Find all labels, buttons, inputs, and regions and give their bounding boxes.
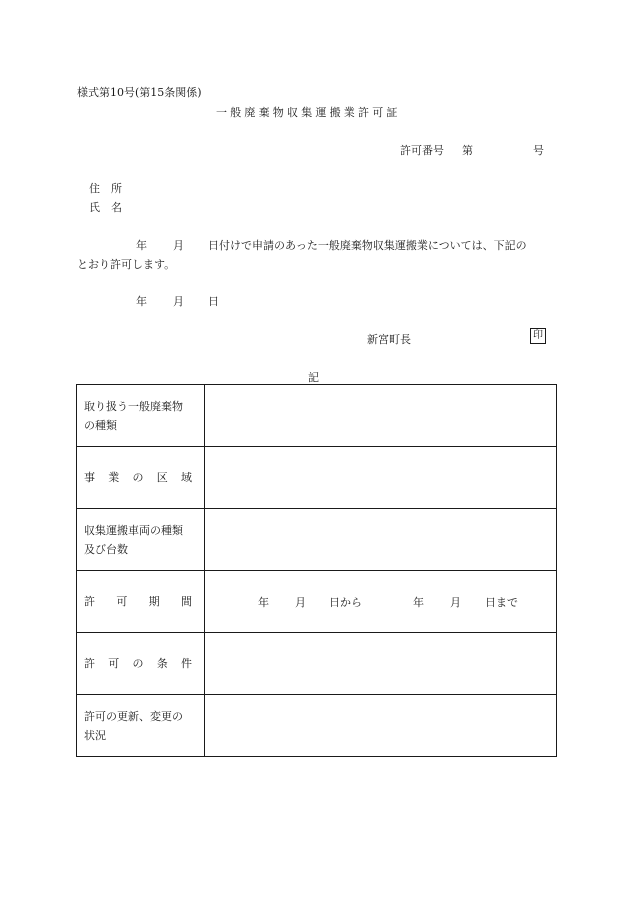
mayor-title: 新宮町長 — [367, 333, 411, 346]
document-title: 一般廃棄物収集運搬業許可証 — [216, 106, 401, 119]
row-label-permit-period — [77, 571, 205, 633]
table-row — [77, 633, 557, 695]
name-label: 氏 名 — [89, 201, 122, 214]
label-char: 可 — [108, 657, 120, 670]
issue-year: 年 — [136, 295, 147, 308]
address-label: 住 所 — [89, 182, 122, 195]
row-label-business-area — [77, 447, 205, 509]
label-char: 間 — [180, 595, 192, 608]
row-label-line: 及び台数 — [84, 542, 128, 556]
details-table — [76, 384, 557, 757]
row-label-vehicles — [77, 509, 205, 571]
period-start-day: 日から — [329, 595, 362, 609]
row-label-line: 収集運搬車両の種類 — [84, 523, 183, 537]
label-char: 可 — [116, 595, 128, 608]
row-label-waste-type — [77, 385, 205, 447]
row-label-line: 取り扱う一般廃棄物 — [84, 399, 183, 413]
row-value-business-area — [205, 447, 557, 509]
table-row — [77, 509, 557, 571]
row-label-renewal-status — [77, 695, 205, 757]
form-number-label: 様式第10号(第15条関係) — [77, 86, 202, 99]
period-start-year: 年 — [258, 595, 269, 609]
table-row — [77, 695, 557, 757]
label-char: 域 — [181, 471, 192, 484]
label-char: 事 — [84, 471, 95, 484]
table-row — [77, 571, 557, 633]
permit-number-go: 号 — [533, 144, 544, 157]
permit-statement — [77, 236, 557, 274]
row-value-vehicles — [205, 509, 557, 571]
row-label-line: の種類 — [84, 418, 117, 432]
label-char: 件 — [181, 657, 192, 670]
issue-month: 月 — [173, 295, 184, 308]
table-row — [77, 447, 557, 509]
row-label-line: 状況 — [84, 728, 106, 742]
statement-year: 年 — [136, 239, 147, 252]
permit-number-label: 許可番号 — [400, 144, 444, 157]
row-label-conditions — [77, 633, 205, 695]
label-char: 条 — [156, 657, 168, 670]
row-value-renewal-status — [205, 695, 557, 757]
statement-line1: 日付けで申請のあった一般廃棄物収集運搬業については、下記の — [208, 239, 527, 252]
row-label-line: 許可の更新、変更の — [84, 709, 183, 723]
label-char: の — [132, 471, 144, 484]
table-row — [77, 385, 557, 447]
label-char: 区 — [156, 471, 168, 484]
label-char: 許 — [84, 657, 95, 670]
issue-day: 日 — [208, 295, 219, 308]
label-char: 許 — [84, 595, 95, 608]
period-end-day: 日まで — [485, 595, 518, 609]
period-end-year: 年 — [413, 595, 424, 609]
label-char: 業 — [108, 471, 120, 484]
period-end-month: 月 — [450, 595, 461, 609]
statement-line2: とおり許可します。 — [77, 258, 176, 271]
statement-month: 月 — [173, 239, 184, 252]
row-value-permit-period — [205, 571, 557, 633]
label-char: の — [132, 657, 144, 670]
seal-mark: 印 — [530, 328, 546, 344]
ki-heading: 記 — [308, 371, 319, 384]
row-value-waste-type — [205, 385, 557, 447]
label-char: 期 — [148, 595, 160, 608]
permit-number-dai: 第 — [462, 144, 473, 157]
period-start-month: 月 — [295, 595, 306, 609]
row-value-conditions — [205, 633, 557, 695]
